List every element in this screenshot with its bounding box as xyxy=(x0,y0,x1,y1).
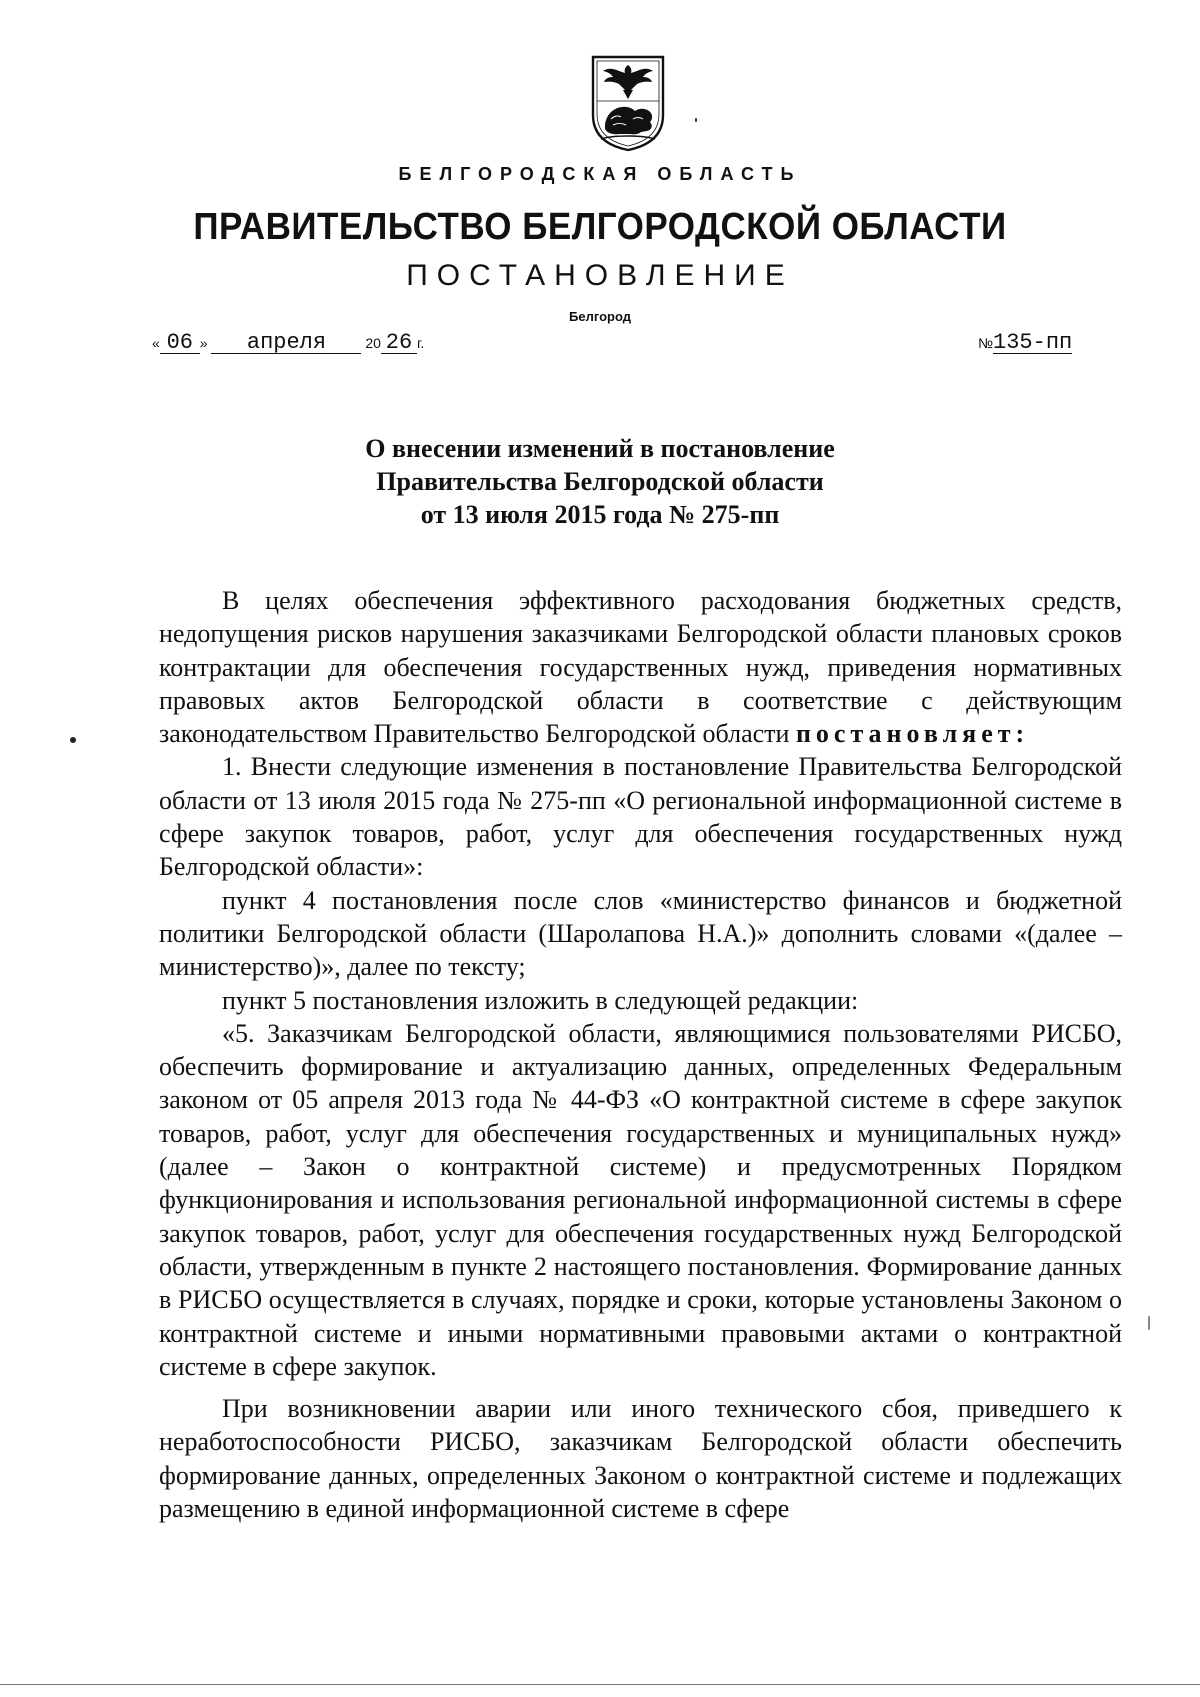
document-number xyxy=(978,330,1073,355)
city-name: Белгород xyxy=(569,309,631,324)
title-line-1: О внесении изменений в постановление xyxy=(365,434,835,463)
coat-of-arms-icon xyxy=(589,53,667,153)
preamble-text: В целях обеспечения эффективного расходования бюджетных средств, недопущения рисков нарушения заказчиками Белгородской области плановых сроков контрактации для обеспечения государственных нужд, приведения нормативных правовых актов Белгородской области в соответствие с действующим законодательством Правительство Белгородской области xyxy=(159,586,1122,749)
government-title: ПРАВИТЕЛЬСТВО БЕЛГОРОДСКОЙ ОБЛАСТИ xyxy=(193,205,1007,248)
number-sign: № xyxy=(978,335,994,351)
paragraph-item-4-change: пункт 4 постановления после слов «министерство финансов и бюджетной политики Белгородской области (Шаролапова Н.А.)» дополнить словами «(далее – министерство)», далее по тексту; xyxy=(159,885,1122,982)
date-year-unit: г. xyxy=(416,335,425,351)
scan-edge-line xyxy=(0,1684,1200,1685)
paragraph-preamble xyxy=(159,584,1122,750)
date-open-quote: « xyxy=(152,335,160,351)
resolve-word: постановляет: xyxy=(795,719,1030,749)
date-year-suffix: 26 xyxy=(381,333,417,354)
date-close-quote: » xyxy=(199,335,208,351)
scan-speck xyxy=(70,737,76,743)
region-name: БЕЛГОРОДСКАЯ ОБЛАСТЬ xyxy=(398,164,802,184)
date-year-prefix: 20 xyxy=(365,335,381,351)
date-month: апреля xyxy=(211,333,361,354)
paragraph-item-5-intro: пункт 5 постановления изложить в следующей редакции: xyxy=(222,985,859,1015)
number-value: 135-пп xyxy=(993,330,1073,355)
resolution-title xyxy=(0,432,1200,531)
scan-speck xyxy=(695,118,697,122)
paragraph-item-1: 1. Внести следующие изменения в постановление Правительства Белгородской области от 13 июля 2015 года № 275-пп «О региональной информационной системе в сфере закупок товаров, работ, услуг для обеспечения государственных нужд Белгородской области»: xyxy=(159,752,1122,882)
date-day: 06 xyxy=(160,333,200,354)
document-type: ПОСТАНОВЛЕНИЕ xyxy=(406,259,794,292)
paragraph-emergency: При возникновении аварии или иного технического сбоя, приведшего к неработоспособности РИСБО, заказчикам Белгородской области обеспечить формирование данных, определенных Законом о контрактной системе и подлежащих размещению в единой информационной системе в сфере xyxy=(159,1394,1122,1524)
paragraph-item-5-text: «5. Заказчикам Белгородской области, являющимися пользователями РИСБО, обеспечить формирование и актуализацию данных, определенных Федеральным законом от 05 апреля 2013 года № 44-ФЗ «О контрактной системе в сфере закупок товаров, работ, услуг для обеспечения государственных и муниципальных нужд» (далее – Закон о контрактной системе) и предусмотренных Порядком функционирования и использования региональной информационной системы в сфере закупок товаров, работ, услуг для обеспечения государственных нужд Белгородской области, утвержденным в пункте 2 настоящего постановления. Формирование данных в РИСБО осуществляется в случаях, порядке и сроки, которые установлены Законом о контрактной системе и иными нормативными правовыми актами о контрактной системе в сфере закупок. xyxy=(159,1018,1122,1381)
scan-speck xyxy=(1148,1316,1150,1330)
title-line-2: Правительства Белгородской области xyxy=(376,467,824,496)
document-body xyxy=(159,584,1122,1525)
document-date xyxy=(152,330,425,355)
title-line-3: от 13 июля 2015 года № 275-пп xyxy=(420,500,780,529)
